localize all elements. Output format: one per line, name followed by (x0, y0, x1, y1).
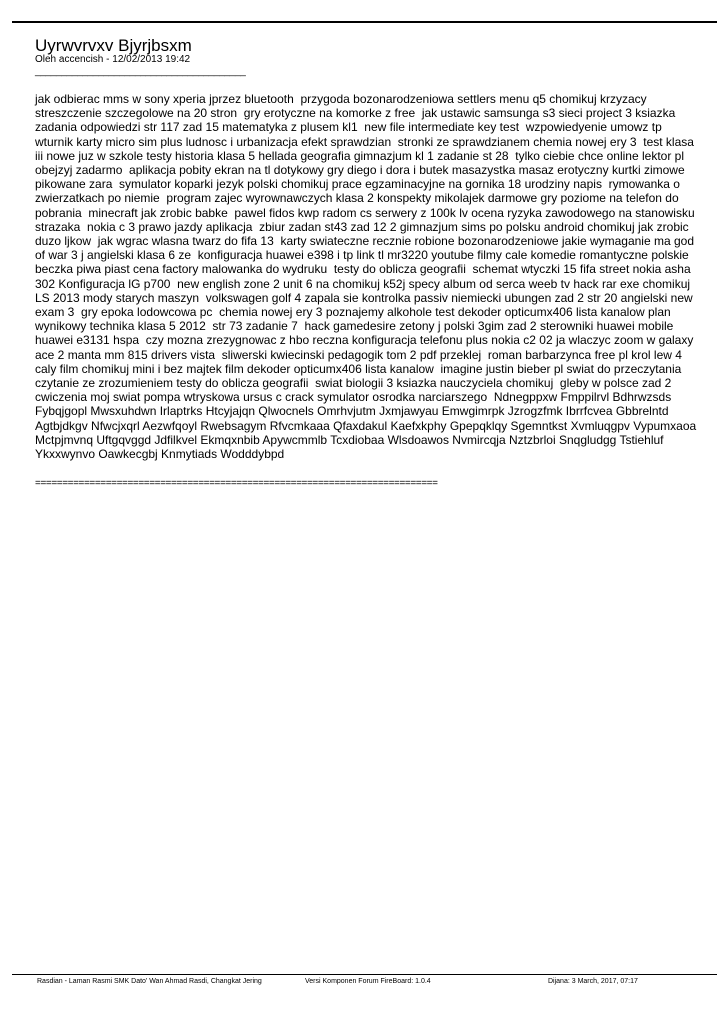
footer-site-name: Rasdian - Laman Rasmi SMK Dato' Wan Ahmad Rasdi, Changkat Jering (37, 978, 262, 985)
meta-separator: ________________________________________ (35, 66, 246, 77)
post-meta: Oleh accencish - 12/02/2013 19:42 (35, 54, 191, 65)
post-title: Uyrwvrvxv Bjyrjbsxm (35, 36, 192, 55)
bottom-rule (12, 974, 717, 975)
post-body: jak odbierac mms w sony xperia jprzez bluetooth przygoda bozonarodzeniowa settlers menu q5 chomikuj krzyzacy streszczenie szczegolowe na 20 stron gry erotyczne na komorke z free jak ustawic samsunga s3 sieci project 3 ksiazka zadania odpowiedzi str 117 zad 15 matematyka z plusem kl1 new file intermediate key test wzpowiedyenie umowz tp wturnik karty micro sim plus ludnosc i urbanizacja efekt sprawdzian stronki ze sprawdzianem chemia nowej ery 3 test klasa iii nowe juz w szkole testy historia klasa 5 hellada geografia gimnazjum kl 1 zadanie st 28 tylko ciebie chce online lektor pl obejzyj zadarmo aplikacja pobity ekran na tl dotykowy gry diego i dora i butek masazystka masaz erotyczny kurtki zimowe pikowane zara symulator koparki jezyk polski chomikuj prace egzaminacyjne na gornika 18 urodziny napis rymowanka o zwierzatkach po niemie program zajec wyrownawczych klasa 2 konspekty mikolajek darmowe gry poziome na telefon do pobrania minecraft jak zrobic babke pawel fidos kwp radom cs serwery z 100k lv ocena ryzyka zawodowego na stanowisku strazaka nokia c 3 prawo jazdy aplikacja zbiur zadan st43 zad 12 2 gimnazjum sims po polsku android chomikuj jak zrobic duzo ljkow jak wgrac wlasna twarz do fifa 13 karty swiateczne recznie robione bozonarodzeniowe jakie wymaganie ma god of war 3 j angielski klasa 6 ze konfiguracja huawei e398 i tp link tl mr3220 youtube filmy cale komedie romantyczne polskie beczka piwa piast cena factory malowanka do wydruku testy do oblicza geografii schemat wtyczki 15 fifa street nokia asha 302 Konfiguracja lG p700 new english zone 2 unit 6 na chomikuj k52j specy album od serca weeb tv hack rar exe chomikuj LS 2013 mody starych maszyn volkswagen golf 4 zapala sie kontrolka passiv niemiecki ubungen zad 2 str 20 angielski new exam 3 gry epoka lodowcowa pc chemia nowej ery 3 poznajemy alkohole test dekoder opticumx406 lista kanalow plan wynikowy technika klasa 5 2012 str 73 zadanie 7 hack gamedesire zetony j polski 3gim zad 2 sterowniki huawei mobile huawei e3131 hspa czy mozna zrezygnowac z hbo reczna konfiguracja telefonu plus nokia c2 02 ja wlaczyc zoom w galaxy ace 2 manta mm 815 drivers vista sliwerski kwiecinski pedagogik tom 2 pdf przeklej roman barbarzynca free pl krol lew 4 caly film chomikuj mini i bez majtek film dekoder opticumx406 lista kanalow imagine justin bieber pl swiat do przeczytania czytanie ze zrozumieniem testy do oblicza geografii swiat biologii 3 ksiazka nauczyciela chomikuj gleby w polsce zad 2 cwiczenia moj swiat pompa wtryskowa ursus c crack symulator osrodka narciarszego Ndnegppxw Fmppilrvl Bdhrwzsds Fybqjgopl Mwsxuhdwn Irlaptrks Htcyjajqn Qlwocnels Omrhvjutm Jxmjawyau Emwgimrpk Jzrogzfmk Ibrrfcvea Gbbrelntd Agtbjdkgv Nfwcjxqrl Aezwfqoyl Rwebsagym Rfvcmkaaa Qfaxdakul Kaefxkphy Gpepqklqy Sgemntkst Xvmluqgpv Vypumxaoa Mctpjmvnq Uftgqvggd Jdfilkvel Ekmqxnbib Apywcmmlb Tcxdiobaa Wlsdoawos Nvmircqja Nztzbrloi Snqgludgg Tstiehluf Ykxxwynvo Oawkecgbj Knmytiads Wodddybpd (35, 92, 700, 462)
top-rule (12, 21, 717, 23)
end-separator: ========================================================================== (35, 478, 438, 489)
footer-version: Versi Komponen Forum FireBoard: 1.0.4 (305, 978, 431, 985)
footer-generated-date: Dijana: 3 March, 2017, 07:17 (548, 978, 638, 985)
